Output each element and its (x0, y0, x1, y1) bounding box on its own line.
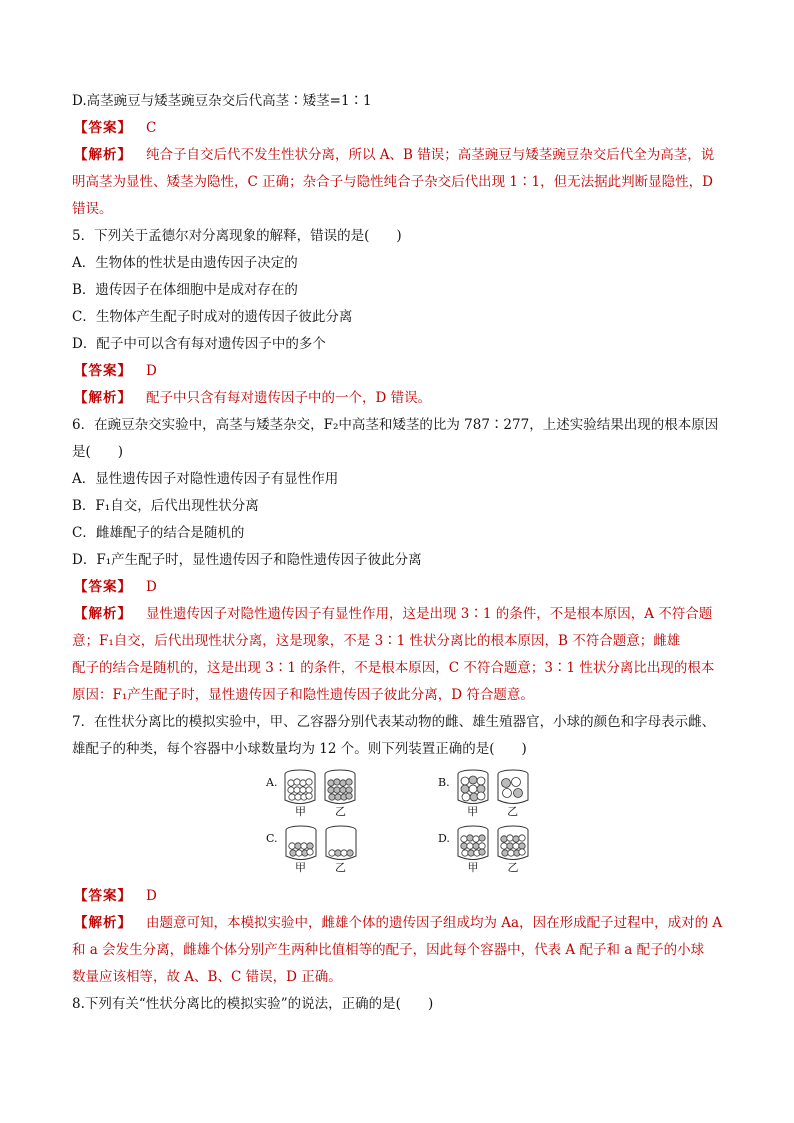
container-icon (283, 769, 317, 805)
q8-stem: 8.下列有关“性状分离比的模拟实验”的说法，正确的是( ) (72, 996, 434, 1012)
container-jia (283, 769, 317, 818)
document-page (72, 88, 727, 1018)
q7-figure (72, 769, 727, 879)
container-icon (323, 769, 357, 805)
container-icon (456, 769, 490, 805)
q6-stem-cont: 是( ) (72, 444, 124, 460)
q6-explanation-cont: 配子的结合是随机的，这是出现 3∶1 的条件，不是根本原因，C 不符合题意；3∶1 性状分离比出现的根本 (72, 660, 715, 676)
answer-tag: 【答案】 (74, 579, 132, 595)
q6-stem: 6．在豌豆杂交实验中，高茎与矮茎杂交，F₂中高茎和矮茎的比为 787∶277，上述实验结果出现的根本原因 (72, 417, 719, 433)
figure-option-d (438, 825, 536, 874)
option-label: D. (438, 832, 450, 845)
q6-option-a: A．显性遗传因子对隐性遗传因子有显性作用 (72, 471, 339, 487)
q6-explanation-cont: 意；F₁自交，后代出现性状分离，这是现象，不是 3∶1 性状分离比的根本原因，B 不符合题意；雌雄 (72, 633, 681, 649)
container-icon (284, 825, 318, 861)
q4-explanation (72, 142, 727, 169)
container-label: 甲 (295, 861, 307, 874)
container-jia (456, 769, 490, 818)
q5-explanation (72, 385, 727, 412)
q6-explanation-cont: 原因：F₁产生配子时，显性遗传因子和隐性遗传因子彼此分离，D 符合题意。 (72, 687, 534, 703)
explanation-tag: 【解析】 (74, 915, 132, 931)
q7-explanation (72, 910, 727, 937)
q5-option-d: D．配子中可以含有每对遗传因子中的多个 (72, 336, 326, 352)
container-icon (496, 769, 530, 805)
answer-tag: 【答案】 (74, 363, 132, 379)
q4-explanation-cont: 明高茎为显性、矮茎为隐性，C 正确；杂合子与隐性纯合子杂交后代出现 1∶1，但无法据此判断显隐性，D (72, 174, 713, 190)
q4-answer (72, 115, 727, 142)
container-icon (324, 825, 358, 861)
q7-explanation-cont: 和 a 会发生分离，雌雄个体分别产生两种比值相等的配子，因此每个容器中，代表 A 配子和 a 配子的小球 (72, 942, 705, 958)
figure-option-b (438, 769, 536, 818)
answer-value: C (146, 120, 157, 136)
explanation-text: 由题意可知，本模拟实验中，雌雄个体的遗传因子组成均为 Aa，因在形成配子过程中，成对的 A (146, 915, 723, 931)
q6-option-b: B．F₁自交，后代出现性状分离 (72, 498, 259, 514)
option-label: C. (266, 832, 278, 845)
container-jia (456, 825, 490, 874)
answer-tag: 【答案】 (74, 888, 132, 904)
q4-option-d: D.高茎豌豆与矮茎豌豆杂交后代高茎∶矮茎=1∶1 (72, 93, 372, 109)
q6-option-d: D．F₁产生配子时，显性遗传因子和隐性遗传因子彼此分离 (72, 552, 422, 568)
container-yi (324, 825, 358, 874)
q6-option-c: C．雌雄配子的结合是随机的 (72, 525, 245, 541)
container-label: 甲 (294, 805, 306, 818)
container-yi (496, 769, 530, 818)
container-label: 乙 (507, 805, 519, 818)
q7-answer (72, 883, 727, 910)
figure-option-a (266, 769, 363, 818)
q5-option-b: B．遗传因子在体细胞中是成对存在的 (72, 282, 298, 298)
q4-explanation-cont: 错误。 (72, 201, 113, 217)
answer-tag: 【答案】 (74, 120, 132, 136)
explanation-text: 显性遗传因子对隐性遗传因子有显性作用，这是出现 3∶1 的条件，不是根本原因，A 不符合题 (146, 606, 713, 622)
q5-option-a: A．生物体的性状是由遗传因子决定的 (72, 255, 298, 271)
container-jia (284, 825, 318, 874)
container-label: 甲 (467, 805, 479, 818)
q6-explanation (72, 601, 727, 628)
answer-value: D (146, 579, 157, 595)
explanation-text: 纯合子自交后代不发生性状分离，所以 A、B 错误；高茎豌豆与矮茎豌豆杂交后代全为高茎，说 (146, 147, 715, 163)
container-label: 甲 (467, 861, 479, 874)
option-label: B. (438, 776, 450, 789)
q6-answer (72, 574, 727, 601)
container-icon (496, 825, 530, 861)
explanation-tag: 【解析】 (74, 390, 132, 406)
container-yi (323, 769, 357, 818)
figure-option-c (266, 825, 364, 874)
explanation-text: 配子中只含有每对遗传因子中的一个，D 错误。 (146, 390, 432, 406)
explanation-tag: 【解析】 (74, 147, 132, 163)
q7-stem: 7．在性状分离比的模拟实验中，甲、乙容器分别代表某动物的雌、雄生殖器官，小球的颜色和字母表示雌、 (72, 714, 716, 730)
q5-stem: 5．下列关于孟德尔对分离现象的解释，错误的是( ) (72, 228, 402, 244)
option-label: A. (266, 776, 278, 789)
q5-option-c: C．生物体产生配子时成对的遗传因子彼此分离 (72, 309, 353, 325)
answer-value: D (146, 363, 157, 379)
container-yi (496, 825, 530, 874)
container-label: 乙 (334, 805, 346, 818)
container-label: 乙 (507, 861, 519, 874)
answer-value: D (146, 888, 157, 904)
q7-stem-cont: 雄配子的种类，每个容器中小球数量均为 12 个。则下列装置正确的是( ) (72, 741, 527, 757)
container-icon (456, 825, 490, 861)
q5-answer (72, 358, 727, 385)
q7-explanation-cont: 数量应该相等，故 A、B、C 错误，D 正确。 (72, 969, 342, 985)
explanation-tag: 【解析】 (74, 606, 132, 622)
container-label: 乙 (335, 861, 347, 874)
